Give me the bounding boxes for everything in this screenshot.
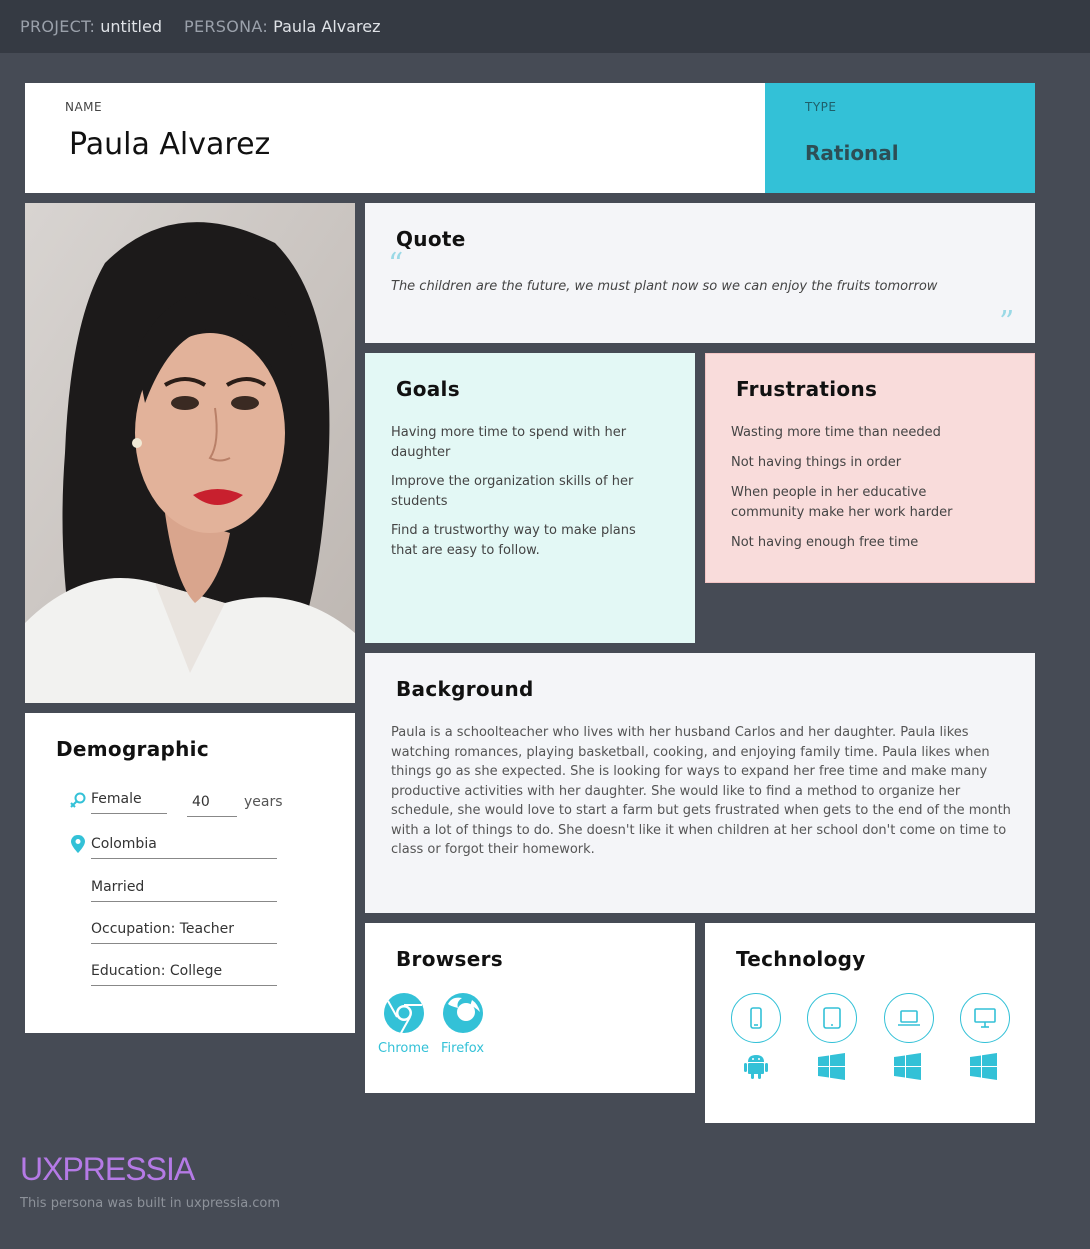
type-card (765, 83, 1035, 193)
gender-icon (69, 791, 87, 813)
education-field[interactable]: Education: College (91, 963, 277, 986)
project-breadcrumb[interactable] (20, 17, 162, 36)
persona-type-value[interactable]: Rational (805, 141, 899, 165)
frustration-item[interactable]: Wasting more time than needed (731, 425, 941, 440)
persona-key: PERSONA: (184, 17, 269, 36)
persona-name-field[interactable]: Paula Alvarez (69, 127, 271, 162)
background-card (365, 653, 1035, 913)
location-pin-icon (71, 835, 85, 857)
background-title: Background (396, 677, 534, 701)
name-card (25, 83, 765, 193)
goal-item[interactable]: Having more time to spend with her daughter (391, 425, 627, 460)
windows-icon (894, 1053, 921, 1084)
desktop-icon[interactable] (960, 993, 1010, 1043)
persona-breadcrumb[interactable] (184, 17, 381, 36)
goal-item[interactable]: Improve the organization skills of her students (391, 474, 634, 509)
android-icon (744, 1053, 768, 1083)
background-text[interactable]: Paula is a schoolteacher who lives with her husband Carlos and her daughter. Paula likes watching romances, playing basketball, cooking, and enjoying family time. Paula likes when things go as she expected. She is looking for ways to expand her free time and make many productive activities with her daughter. She would like to find a method to organize her schedule, she would love to start a farm but gets frustrated when gets to the end of the month with a lot of things to do. She doesn't like it when children at her school don't come on time to class or forgot their homework. (391, 725, 1011, 857)
goals-card (365, 353, 695, 643)
goals-title: Goals (396, 377, 460, 401)
frustration-item[interactable]: When people in her educative community make her work harder (731, 485, 953, 520)
tablet-icon[interactable] (807, 993, 857, 1043)
footer-note: This persona was built in uxpressia.com (20, 1196, 281, 1211)
windows-icon (818, 1053, 845, 1084)
project-name: untitled (100, 17, 162, 36)
uxpressia-logo[interactable]: UXPRESSIA (20, 1151, 195, 1187)
top-bar (0, 0, 1090, 53)
goal-item[interactable]: Find a trustworthy way to make plans that are easy to follow. (391, 523, 636, 558)
chrome-label: Chrome (378, 1041, 429, 1056)
smartphone-icon[interactable] (731, 993, 781, 1043)
location-field[interactable]: Colombia (91, 836, 277, 859)
occupation-field[interactable]: Occupation: Teacher (91, 921, 277, 944)
technology-title: Technology (736, 947, 866, 971)
gender-field[interactable]: Female (91, 791, 167, 814)
persona-photo[interactable] (25, 203, 355, 703)
firefox-label: Firefox (441, 1041, 485, 1056)
frustrations-card (705, 353, 1035, 583)
browsers-card (365, 923, 695, 1093)
quote-card (365, 203, 1035, 343)
quote-title: Quote (396, 227, 466, 251)
type-label: TYPE (805, 100, 837, 114)
open-quote-icon: “ (388, 247, 404, 282)
firefox-icon[interactable] (442, 992, 484, 1034)
frustrations-title: Frustrations (736, 377, 878, 401)
project-key: PROJECT: (20, 17, 96, 36)
browsers-title: Browsers (396, 947, 503, 971)
age-field[interactable]: 40 (187, 794, 237, 817)
technology-card (705, 923, 1035, 1123)
quote-text[interactable]: The children are the future, we must plant now so we can enjoy the fruits tomorrow (391, 279, 938, 294)
close-quote-icon: ” (999, 305, 1015, 340)
chrome-icon[interactable] (383, 992, 425, 1034)
frustration-item[interactable]: Not having things in order (731, 455, 902, 470)
persona-name: Paula Alvarez (273, 17, 381, 36)
age-unit: years (244, 794, 283, 810)
demographic-card (25, 713, 355, 1033)
demographic-title: Demographic (56, 737, 209, 761)
marital-status-field[interactable]: Married (91, 879, 277, 902)
windows-icon (970, 1053, 997, 1084)
frustration-item[interactable]: Not having enough free time (731, 535, 919, 550)
frustrations-list (731, 423, 1001, 562)
name-label: NAME (65, 100, 103, 114)
goals-list (391, 423, 661, 570)
laptop-icon[interactable] (884, 993, 934, 1043)
